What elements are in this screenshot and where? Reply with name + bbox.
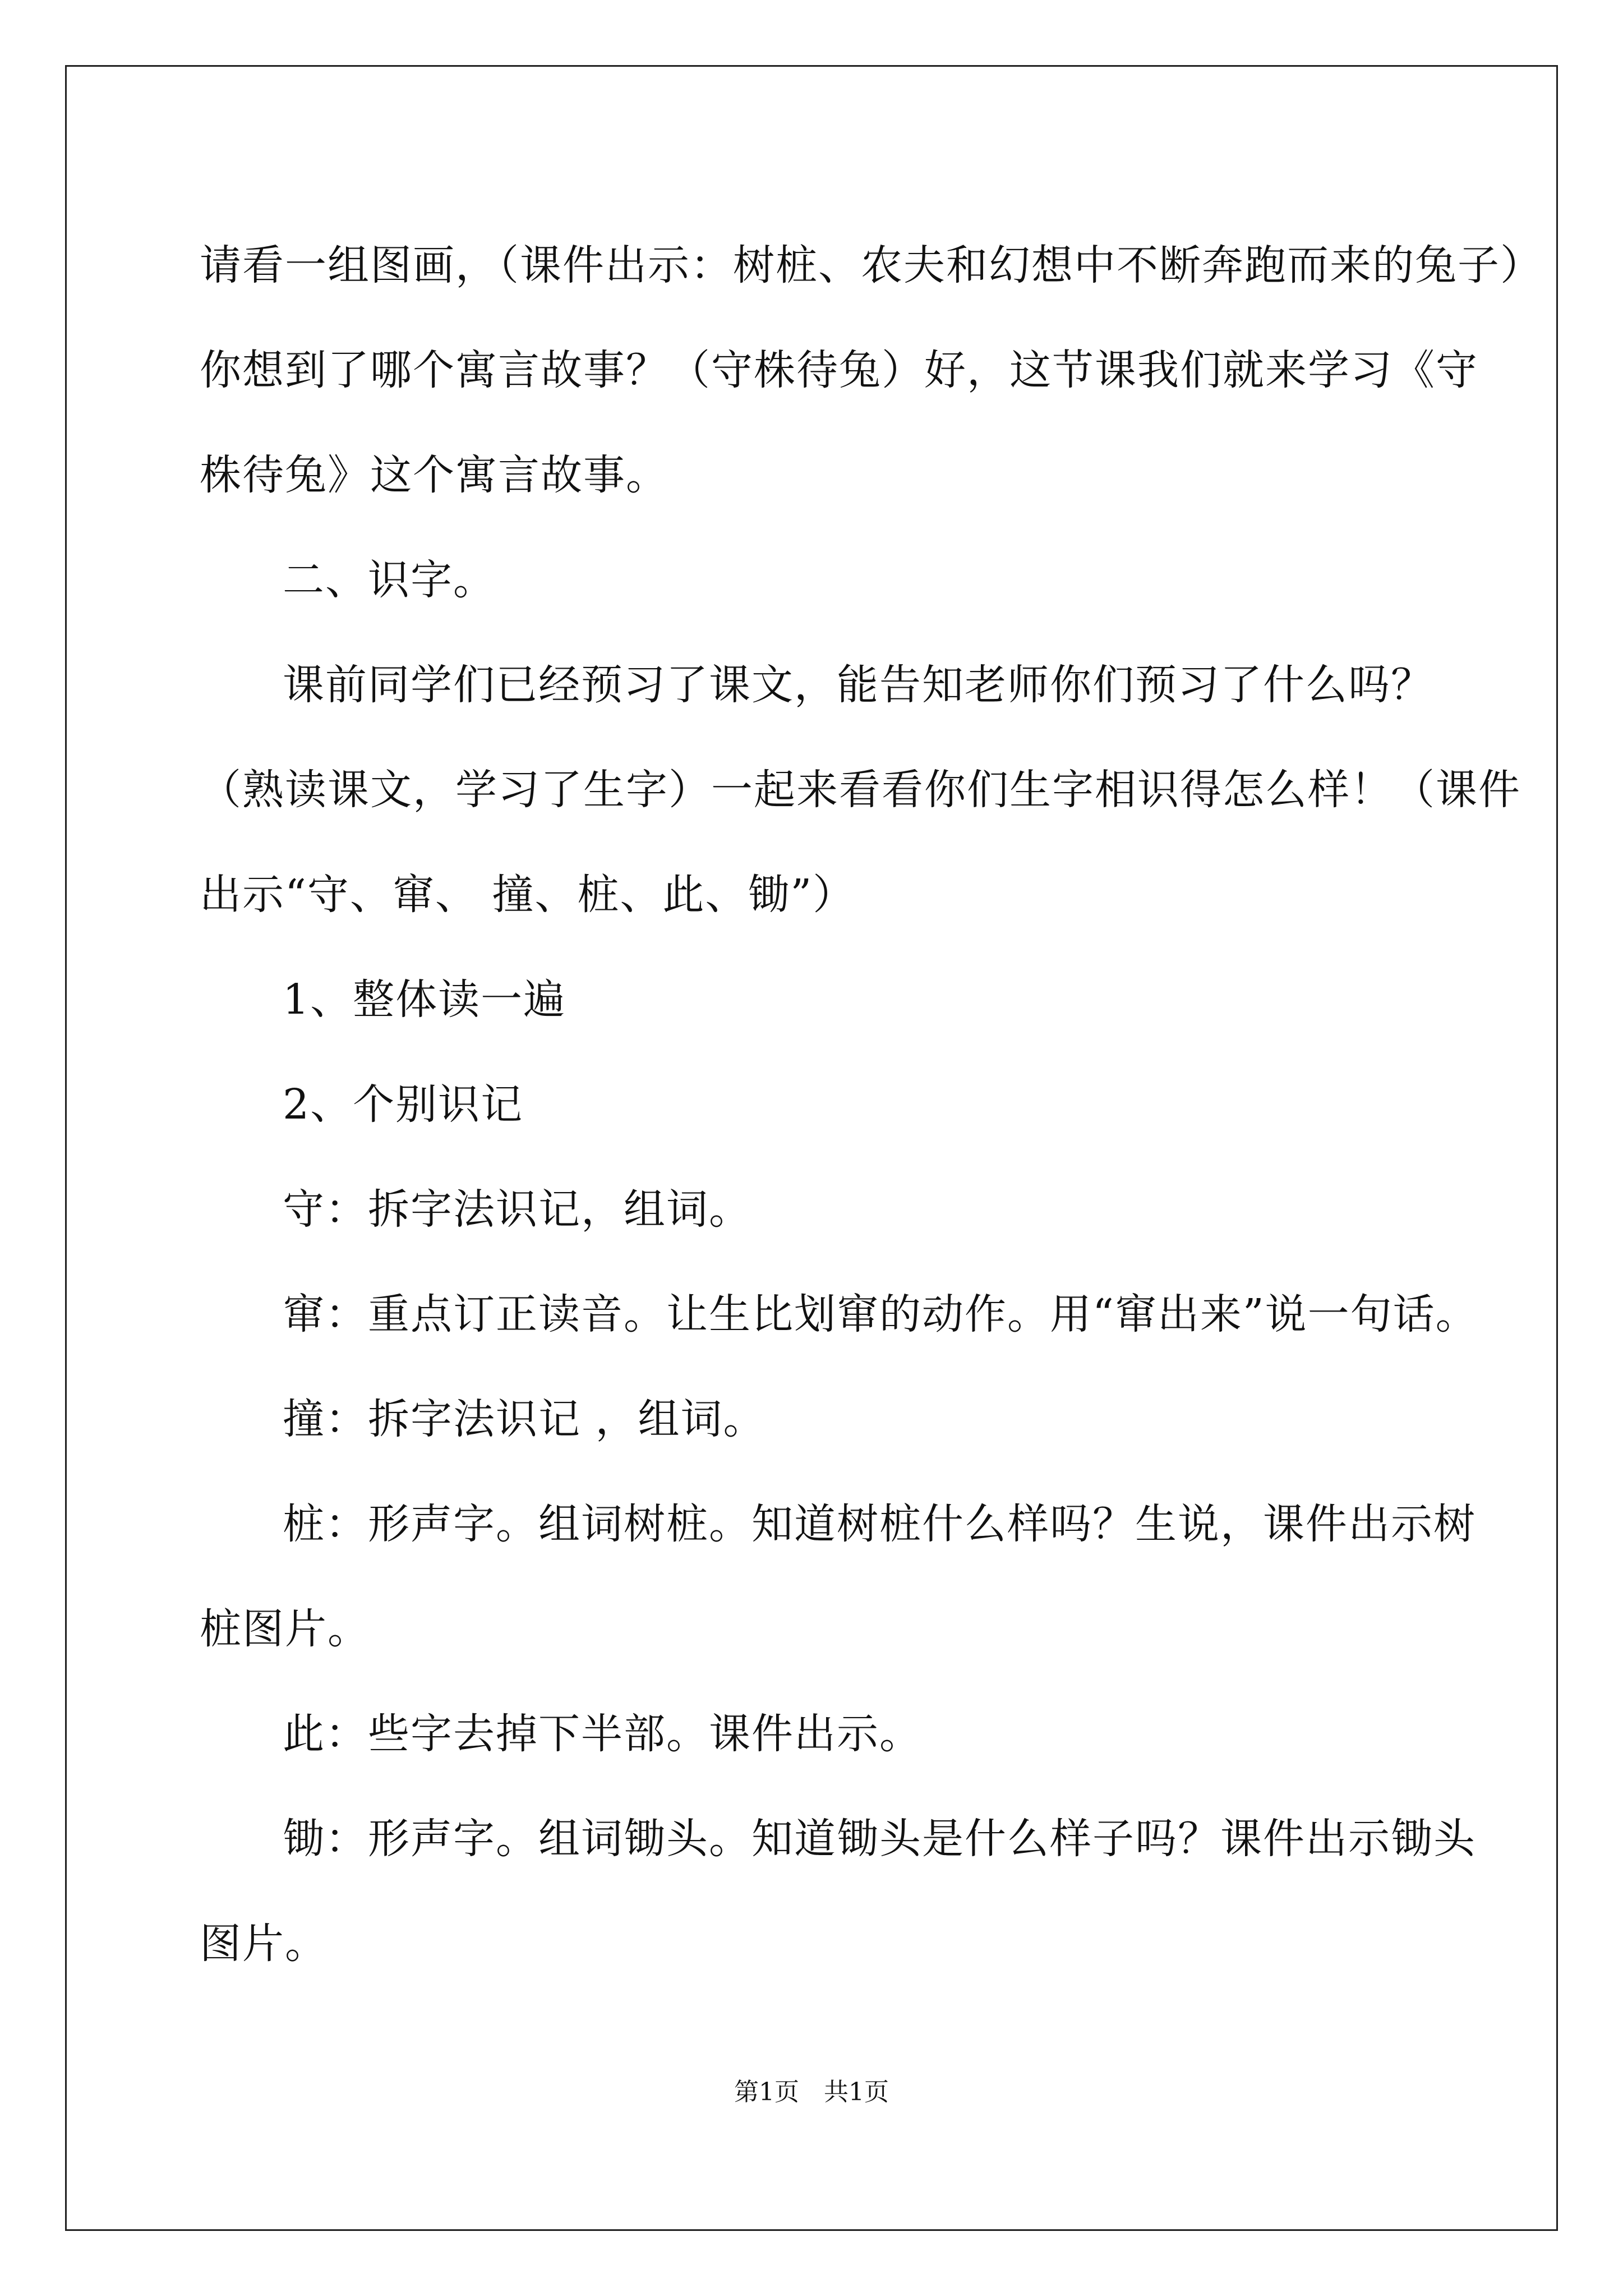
text-line: 二、识字。 — [283, 556, 496, 604]
document-body — [200, 213, 1543, 1996]
text-line: 桩图片。 — [200, 1605, 370, 1653]
text-line: 守：拆字法识记，组词。 — [283, 1185, 751, 1234]
text-line: 此：些字去掉下半部。课件出示。 — [283, 1710, 922, 1758]
text-line: 窜：重点订正读音。让生比划窜的动作。用“窜出来”说一句话。 — [283, 1290, 1478, 1338]
text-line: 撞：拆字法识记 ，组词。 — [283, 1395, 766, 1443]
text-line: 桩：形声字。组词树桩。知道树桩什么样吗？生说，课件出示树 — [283, 1500, 1476, 1548]
page-footer: 第1页 共1页 — [734, 2078, 889, 2106]
text-line: 图片。 — [200, 1920, 328, 1968]
text-line: 1、整体读一遍 — [283, 976, 566, 1024]
text-line: 出示“守、窜、 撞、桩、此、锄”） — [200, 871, 856, 919]
text-line: 2、个别识记 — [283, 1080, 524, 1129]
text-line: 锄：形声字。组词锄头。知道锄头是什么样子吗？课件出示锄头 — [283, 1815, 1476, 1863]
text-line: 你想到了哪个寓言故事？（守株待兔）好，这节课我们就来学习《守 — [200, 346, 1478, 394]
text-line: 株待兔》这个寓言故事。 — [200, 451, 668, 499]
text-line: （熟读课文，学习了生字）一起来看看你们生字相识得怎么样！（课件 — [200, 766, 1521, 814]
text-line: 请看一组图画，（课件出示：树桩、农夫和幻想中不断奔跑而来的兔子） — [200, 241, 1543, 289]
text-line: 课前同学们已经预习了课文，能告知老师你们预习了什么吗？ — [283, 661, 1433, 709]
